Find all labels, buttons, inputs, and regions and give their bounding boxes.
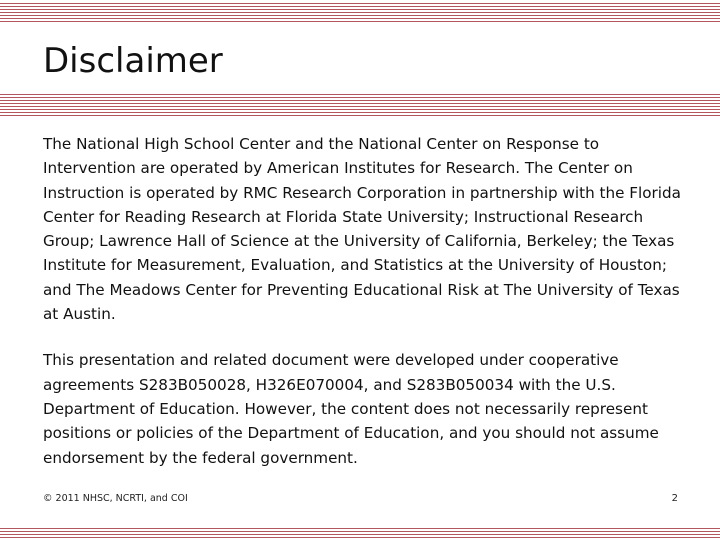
disclaimer-paragraph-operators: The National High School Center and the National Center on Response to Intervention are operated by American Institutes for Research. The Center on Instruction is operated by RMC Research Corporation in partnership with the Florida Center for Reading Research at Florida State University; Instructional Research Group; Lawrence Hall of Science at the University of California, Berkeley; the Texas Institute for Measurement, Evaluation, and Statistics at the University of Houston; and The Meadows Center for Preventing Educational Risk at The University of Texas at Austin. [43,135,681,324]
top-stripe-band [0,3,720,23]
page-number: 2 [671,493,678,504]
slide-body [43,132,683,470]
bottom-stripe-band [0,528,720,538]
disclaimer-paragraph-funding: This presentation and related document were developed under cooperative agreements S283B050028, H326E070004, and S283B050034 with the U.S. Department of Education. However, the content does not necessarily represent positions or policies of the Department of Education, and you should not assume endorsement by the federal government. [43,351,659,467]
title-divider-stripe-band [0,94,720,116]
footer-copyright: © 2011 NHSC, NCRTI, and COI [43,493,188,504]
slide-title: Disclaimer [43,41,223,81]
